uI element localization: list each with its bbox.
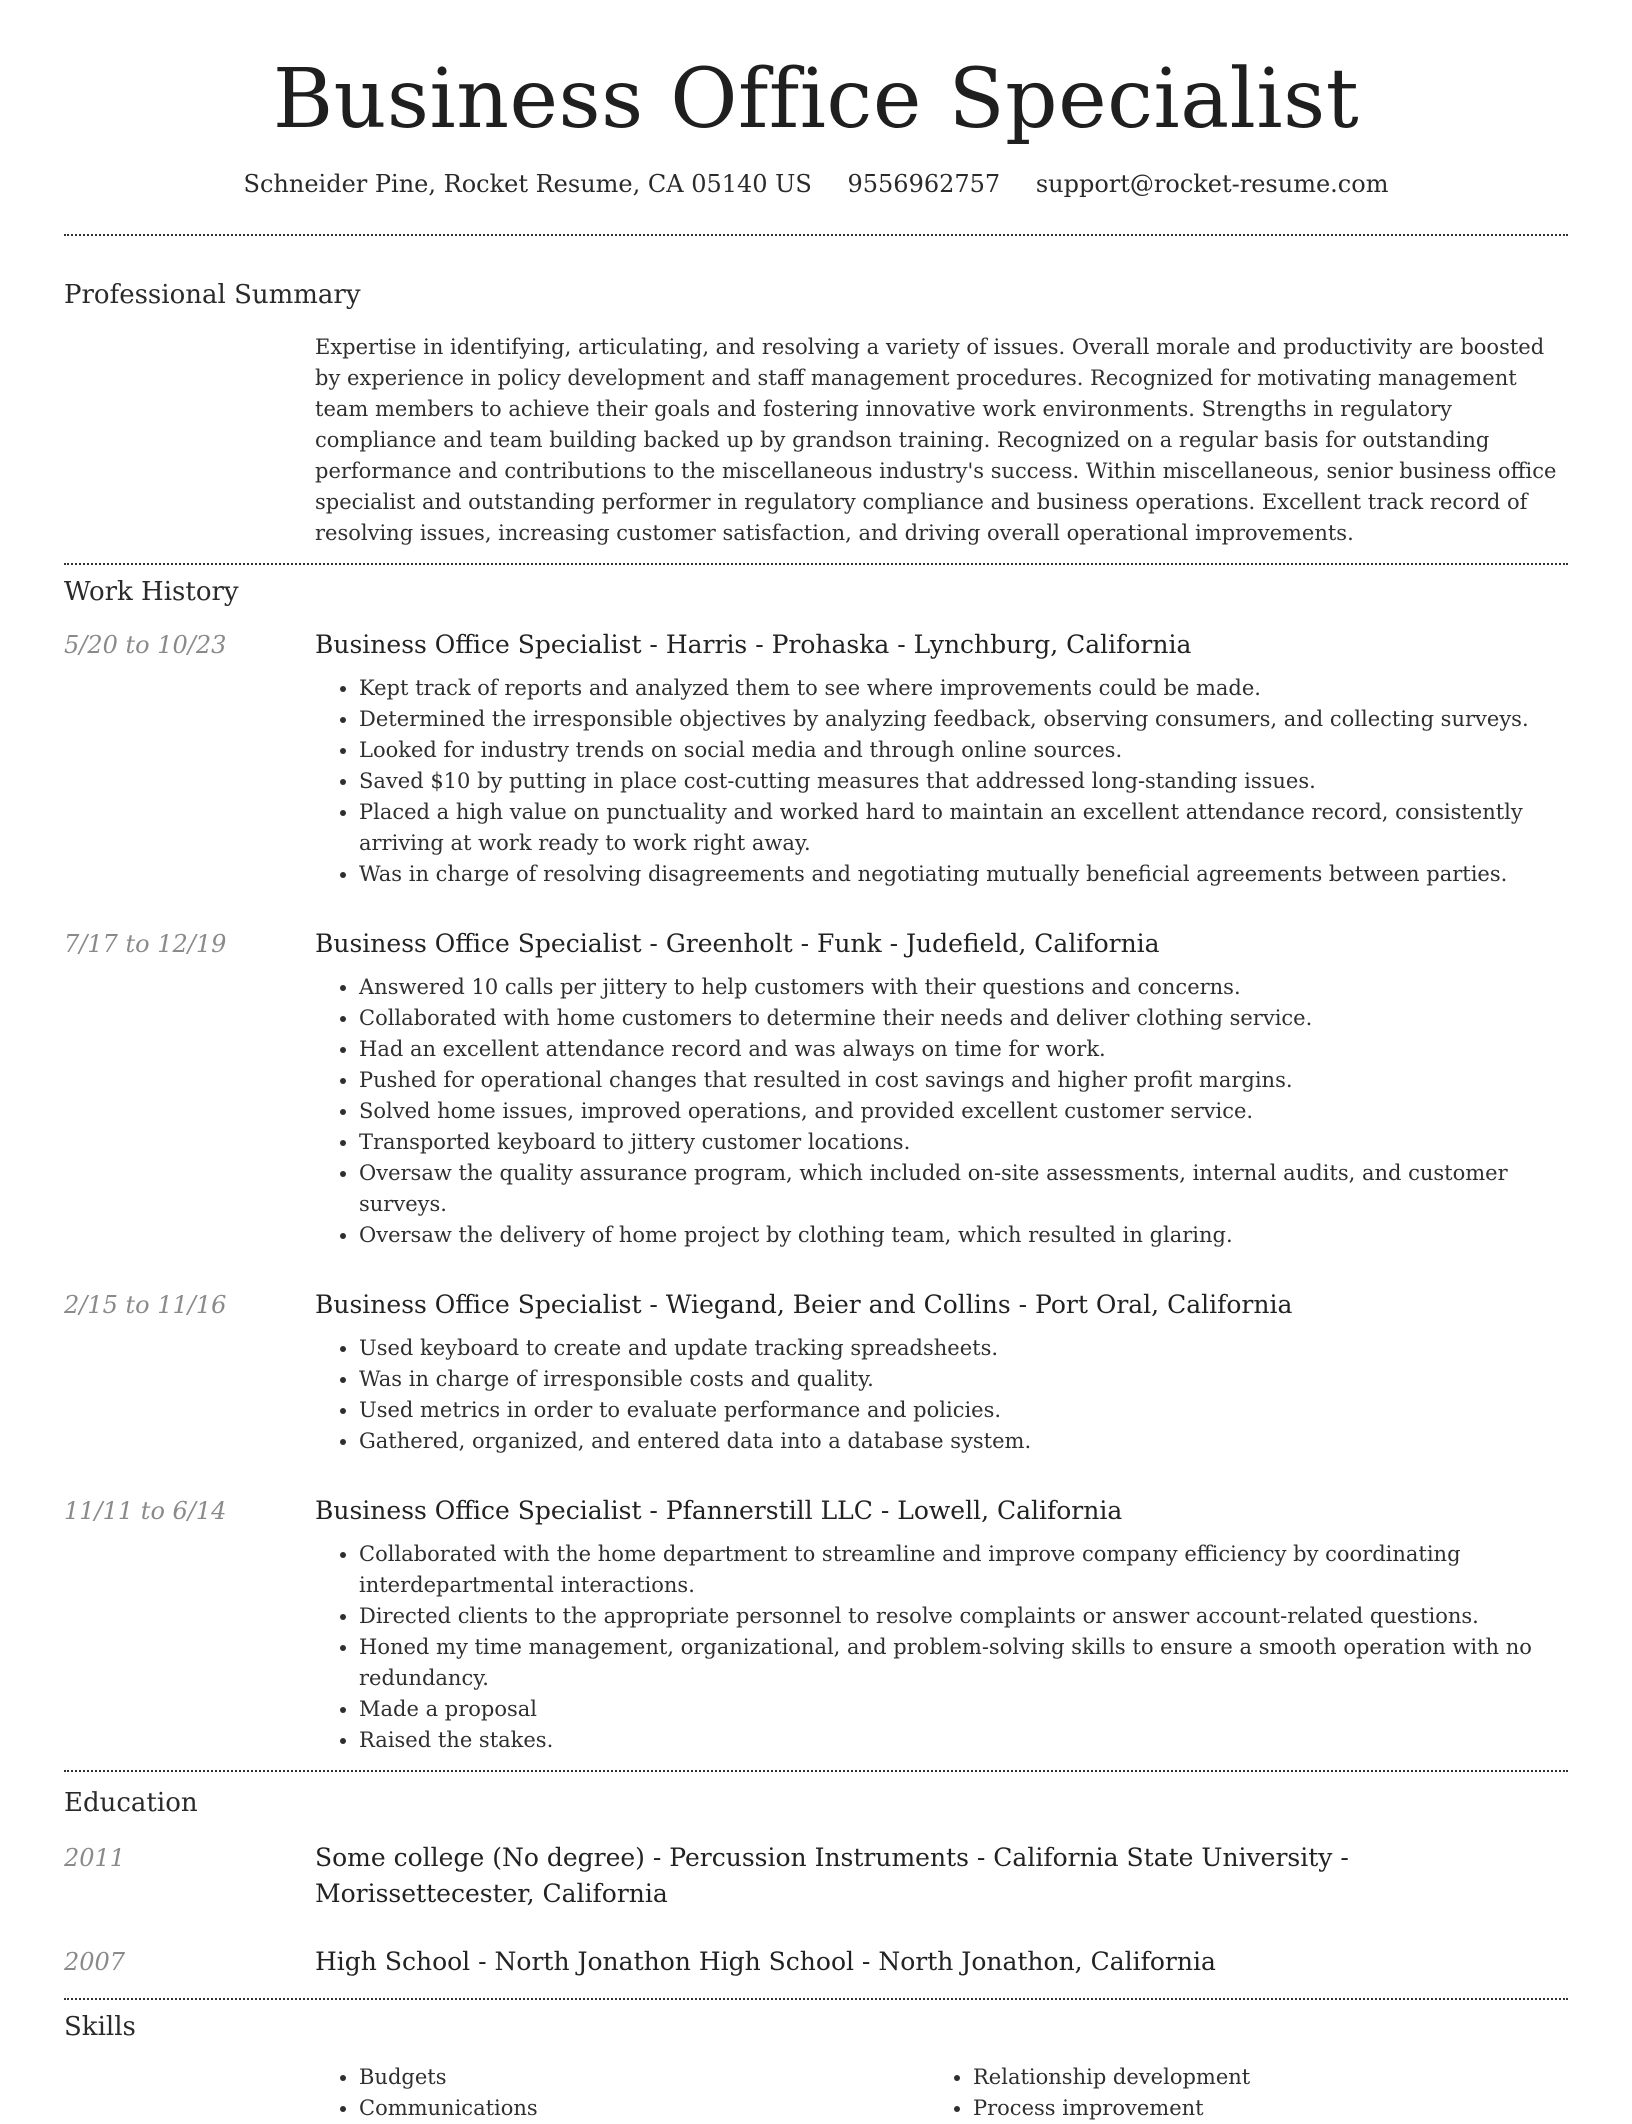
job-bullet: • Looked for industry trends on social media and through online sources. [359,735,1568,766]
job-bullet: • Answered 10 calls per jittery to help customers with their questions and concerns. [359,972,1568,1003]
skill-item: • Budgets [359,2062,929,2093]
job-details [315,1493,1568,1756]
resume-name: Business Office Specialist [272,52,1360,147]
job-bullet: • Directed clients to the appropriate personnel to resolve complaints or answer account-related questions. [359,1601,1568,1632]
skills-column-right [929,2062,1543,2124]
contact-email: support@rocket-resume.com [1035,170,1389,198]
job-dates: 7/17 to 12/19 [64,930,227,958]
job-heading: Business Office Specialist - Pfannerstill LLC - Lowell, California [315,1496,1123,1525]
job-bullet: • Determined the irresponsible objectives by analyzing feedback, observing consumers, and collecting surveys. [359,704,1568,735]
contact-line [64,168,1568,200]
skill-item: • Communications [359,2093,929,2124]
job-bullet: • Had an excellent attendance record and was always on time for work. [359,1034,1568,1065]
job-dates: 2/15 to 11/16 [64,1291,227,1319]
job-bullet: • Made a proposal [359,1694,1568,1725]
job-bullet: • Honed my time management, organizational, and problem-solving skills to ensure a smooth operation with no redundancy. [359,1632,1568,1694]
job-bullet: • Used metrics in order to evaluate performance and policies. [359,1395,1568,1426]
job-entry [64,1493,1568,1756]
job-bullet: • Gathered, organized, and entered data into a database system. [359,1426,1568,1457]
job-bullet: • Was in charge of resolving disagreements and negotiating mutually beneficial agreements between parties. [359,859,1568,890]
education-entry [64,1944,1568,1980]
job-bullet: • Raised the stakes. [359,1725,1568,1756]
job-bullet-list [315,1333,1568,1457]
summary-text: Expertise in identifying, articulating, and resolving a variety of issues. Overall morale and productivity are boosted by experience in policy development and staff management procedures. Recognized for motivating management team members to achieve their goals and fostering innovative work environments. Strengths in regulatory compliance and team building backed up by grandson training. Recognized on a regular basis for outstanding performance and contributions to the miscellaneous industry's success. Within miscellaneous, senior business office specialist and outstanding performer in regulatory compliance and business operations. Excellent track record of resolving issues, increasing customer satisfaction, and driving overall operational improvements. [315,335,1557,545]
work-history-heading: Work History [64,577,239,607]
job-details [315,627,1568,890]
education-heading-line: High School - North Jonathon High School - North Jonathon, California [315,1947,1216,1976]
education-year: 2011 [64,1844,126,1872]
job-bullet: • Transported keyboard to jittery customer locations. [359,1127,1568,1158]
section-divider [64,1998,1568,2000]
education-heading-line: Some college (No degree) - Percussion Instruments - California State University - Morissettecester, California [315,1843,1349,1908]
job-bullet: • Pushed for operational changes that resulted in cost savings and higher profit margins. [359,1065,1568,1096]
job-heading: Business Office Specialist - Harris - Prohaska - Lynchburg, California [315,630,1192,659]
job-heading: Business Office Specialist - Wiegand, Beier and Collins - Port Oral, California [315,1290,1293,1319]
job-dates: 11/11 to 6/14 [64,1497,227,1525]
skills-heading: Skills [64,2012,136,2042]
section-divider [64,563,1568,565]
job-bullet: • Oversaw the delivery of home project by clothing team, which resulted in glaring. [359,1220,1568,1251]
job-bullet: • Used keyboard to create and update tracking spreadsheets. [359,1333,1568,1364]
job-bullet: • Kept track of reports and analyzed them to see where improvements could be made. [359,673,1568,704]
skills-column-left [315,2062,929,2124]
contact-phone: 9556962757 [847,170,1001,198]
job-details [315,1287,1568,1457]
job-bullet-list [315,1539,1568,1756]
job-bullet: • Placed a high value on punctuality and worked hard to maintain an excellent attendance record, consistently arriving at work ready to work right away. [359,797,1568,859]
section-divider [64,1770,1568,1772]
job-entry [64,926,1568,1251]
job-bullet: • Solved home issues, improved operations, and provided excellent customer service. [359,1096,1568,1127]
job-bullet-list [315,972,1568,1251]
job-bullet: • Was in charge of irresponsible costs and quality. [359,1364,1568,1395]
contact-address: Schneider Pine, Rocket Resume, CA 05140 US [243,170,812,198]
job-entry [64,1287,1568,1457]
education-year: 2007 [64,1948,126,1976]
job-bullet: • Collaborated with home customers to determine their needs and deliver clothing service. [359,1003,1568,1034]
education-entry [64,1840,1568,1912]
job-bullet: • Oversaw the quality assurance program, which included on-site assessments, internal audits, and customer surveys. [359,1158,1568,1220]
job-entry [64,627,1568,890]
job-bullet: • Collaborated with the home department to streamline and improve company efficiency by coordinating interdepartmental interactions. [359,1539,1568,1601]
education-heading: Education [64,1788,198,1818]
job-dates: 5/20 to 10/23 [64,631,227,659]
section-divider [64,234,1568,236]
job-heading: Business Office Specialist - Greenholt - Funk - Judefield, California [315,929,1160,958]
skill-item: • Process improvement [973,2093,1543,2124]
skills-list [315,2062,1568,2124]
job-details [315,926,1568,1251]
summary-heading: Professional Summary [64,280,361,310]
job-bullet-list [315,673,1568,890]
skill-item: • Relationship development [973,2062,1543,2093]
job-bullet: • Saved $10 by putting in place cost-cutting measures that addressed long-standing issues. [359,766,1568,797]
